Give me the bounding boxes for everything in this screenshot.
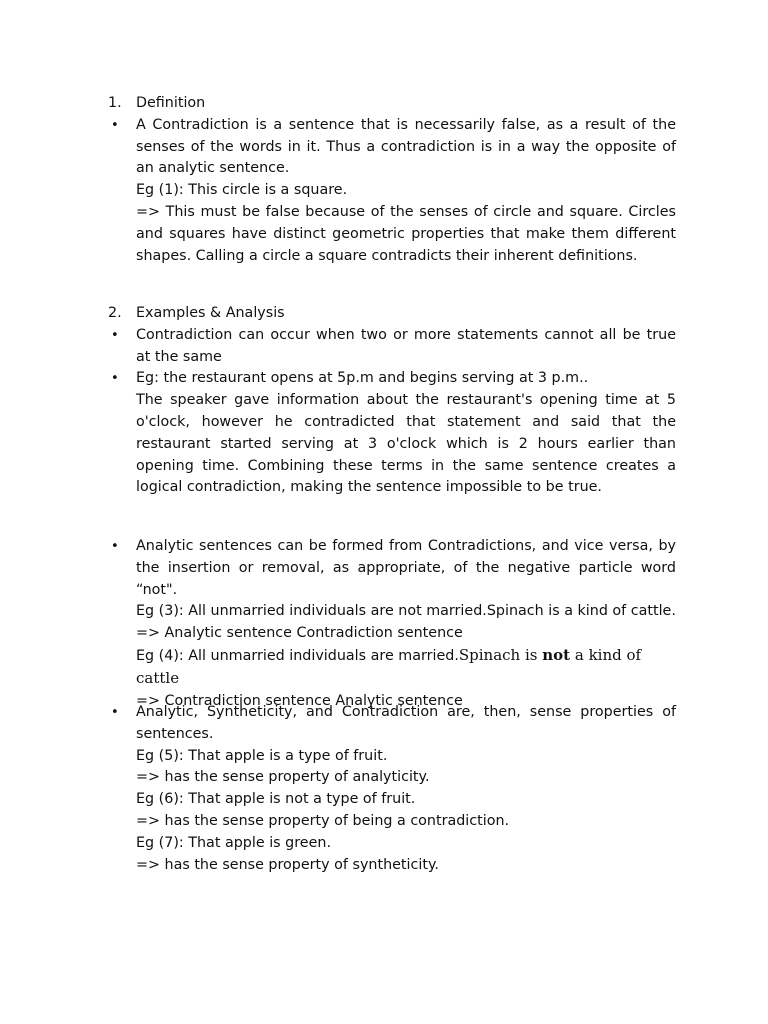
section-heading-examples (108, 303, 676, 325)
example-line: Eg (6): That apple is not a type of fruit. (136, 791, 416, 808)
result-line: => has the sense property of being a contradiction. (136, 812, 510, 829)
result-line: => has the sense property of analyticity. (136, 769, 430, 786)
result-line: => Contradiction sentence Analytic sentence (136, 692, 463, 709)
bullet-icon: • (111, 327, 119, 343)
paragraph: Analytic sentences can be formed from Contradictions, and vice versa, by the insertion or removal, as appropriate, of the negative particle word “not". (136, 538, 676, 598)
bullet-icon: • (111, 371, 119, 387)
example-serif-text: Spinach is (458, 645, 543, 664)
example-line: Eg (7): That apple is green. (136, 834, 331, 851)
example-text: Eg (4): All unmarried individuals are married. (136, 647, 459, 664)
example-line: Eg (5): That apple is a type of fruit. (136, 747, 388, 764)
list-number: 2. (108, 305, 122, 321)
emphasis-not: not (542, 645, 571, 664)
bullet-icon: • (111, 539, 119, 554)
list-item (108, 702, 676, 876)
example-line: Eg (3): All unmarried individuals are not married.Spinach is a kind of cattle. (136, 603, 676, 620)
list-item (108, 536, 676, 712)
explanation-paragraph: => This must be false because of the senses of circle and square. Circles and squares have distinct geometric properties that make them different shapes. Calling a circle a square contradicts their inherent definitions. (136, 203, 676, 264)
example-line (136, 645, 676, 691)
explanation-paragraph: The speaker gave information about the restaurant's opening time at 5 o'clock, however he contradicted that statement and said that the restaurant started serving at 3 o'clock which is 2 hours earlier than opening time. Combining these terms in the same sentence creates a logical contradiction, making the sentence impossible to be true. (136, 392, 676, 496)
heading-text: Examples & Analysis (136, 305, 285, 321)
section-heading-definition (108, 93, 676, 115)
result-line: => has the sense property of syntheticity. (136, 856, 439, 873)
heading-text: Definition (136, 95, 206, 111)
list-number: 1. (108, 95, 122, 111)
example-line: Eg: the restaurant opens at 5p.m and begins serving at 3 p.m.. (136, 370, 589, 387)
list-item (108, 368, 676, 499)
bullet-icon: • (111, 705, 119, 720)
section-examples-analysis (108, 303, 676, 499)
paragraph: Analytic, Syntheticity, and Contradiction are, then, sense properties of sentences. (136, 704, 676, 742)
list-item (108, 325, 676, 369)
section-sense-properties (108, 702, 676, 876)
example-line: Eg (1): This circle is a square. (136, 182, 348, 199)
section-analytic-contradiction (108, 536, 676, 712)
paragraph: A Contradiction is a sentence that is necessarily false, as a result of the senses of the words in it. Thus a contradiction is in a way the opposite of an analytic sentence. (136, 116, 676, 177)
section-definition (108, 93, 676, 267)
result-line: => Analytic sentence Contradiction sentence (136, 625, 463, 642)
list-item (108, 115, 676, 268)
bullet-icon: • (111, 117, 119, 133)
example-serif-text: a kind of cattle (136, 645, 642, 687)
paragraph: Contradiction can occur when two or more statements cannot all be true at the same (136, 326, 676, 365)
